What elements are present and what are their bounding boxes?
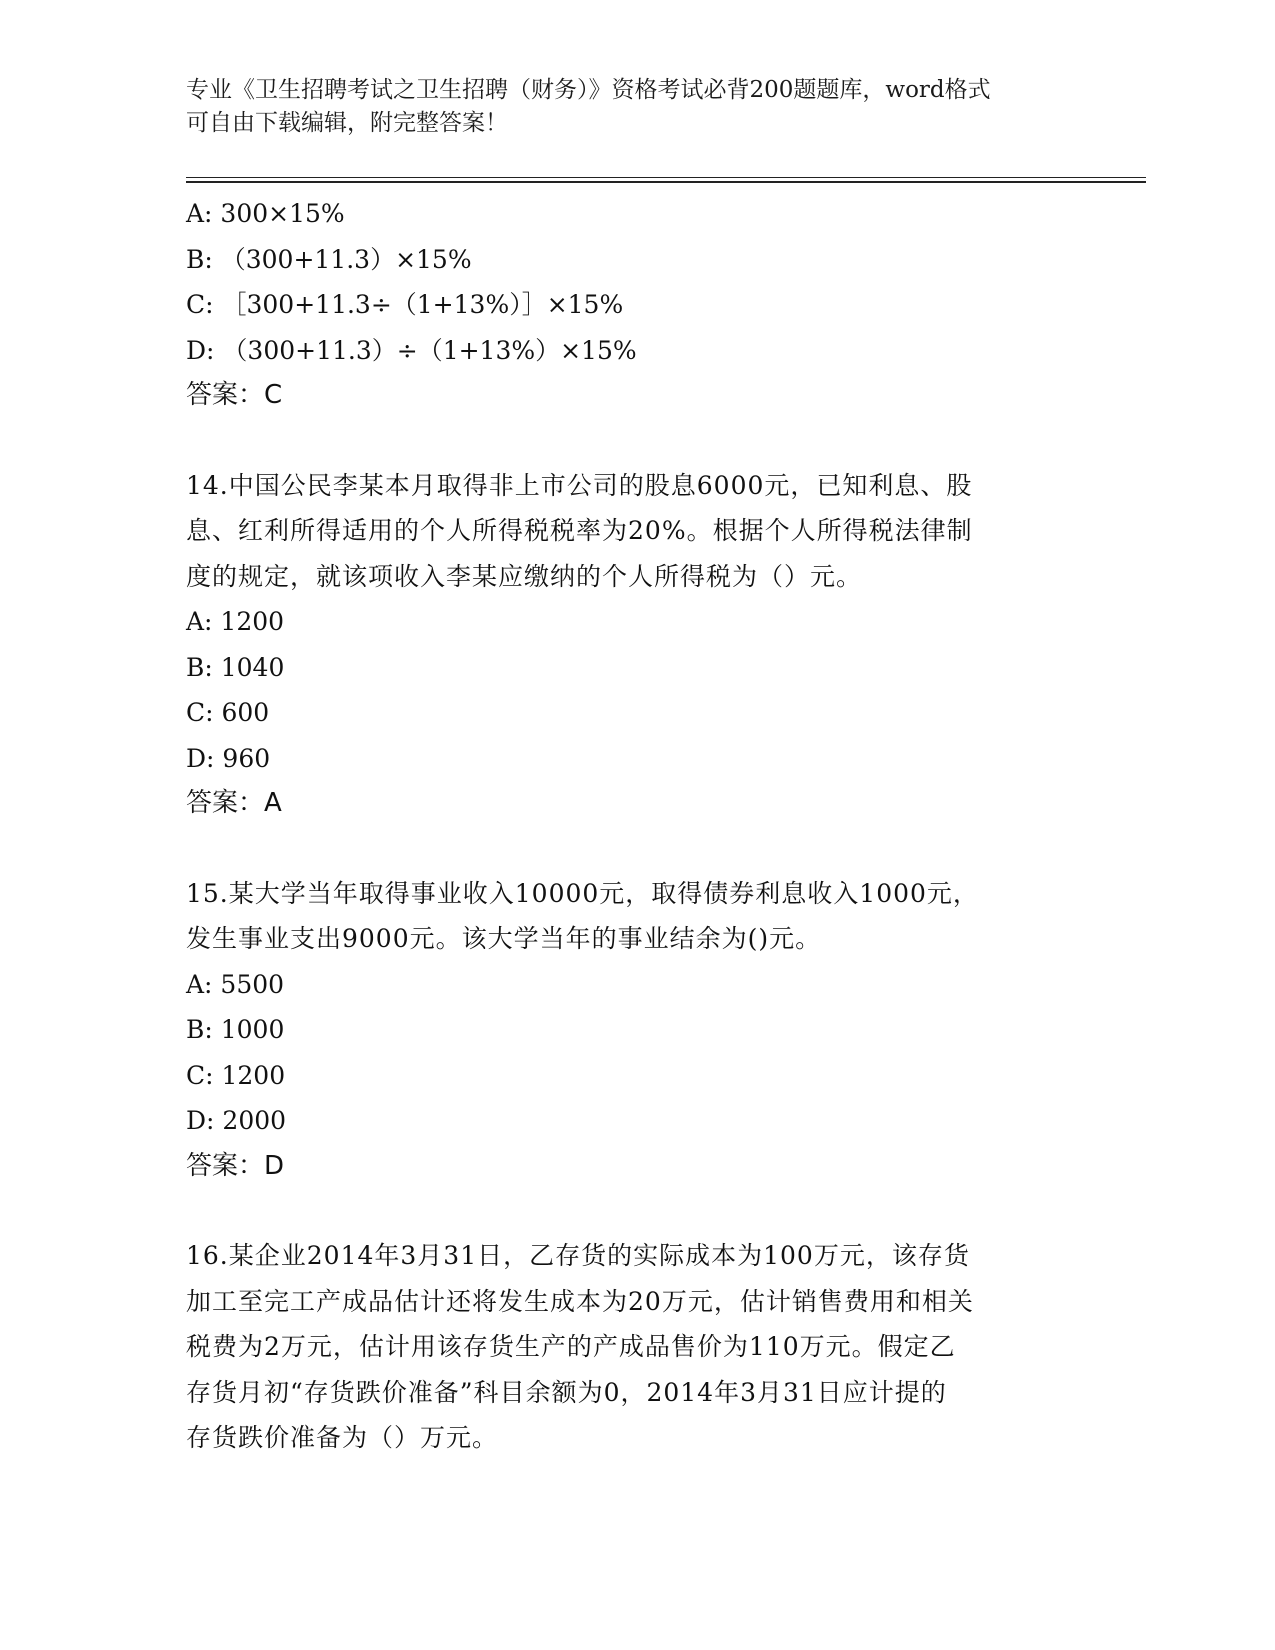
option-d: D: 960 xyxy=(186,743,271,773)
header-rule-thin xyxy=(186,177,1146,178)
option-b: B: 1000 xyxy=(186,1015,285,1044)
question-13 xyxy=(186,191,1066,419)
answer: 答案：C xyxy=(186,380,283,410)
question-list xyxy=(186,191,1066,1461)
question-stem-line: 存货月初“存货跌价准备”科目余额为0，2014年3月31日应计提的 xyxy=(186,1377,947,1407)
answer: 答案：A xyxy=(186,788,282,818)
question-stem-line: 加工至完工产成品估计还将发生成本为20万元，估计销售费用和相关 xyxy=(186,1286,974,1316)
option-c: C: ［300+11.3÷（1+13%）］×15% xyxy=(186,290,624,319)
option-a: A: 5500 xyxy=(186,969,285,999)
question-14 xyxy=(186,463,1066,827)
option-c: C: 1200 xyxy=(186,1060,286,1090)
question-stem-line: 息、红利所得适用的个人所得税税率为20%。根据个人所得税法律制 xyxy=(186,516,973,545)
question-15 xyxy=(186,871,1066,1190)
option-c: C: 600 xyxy=(186,698,270,727)
question-16 xyxy=(186,1233,1066,1461)
question-stem-line: 14.中国公民李某本月取得非上市公司的股息6000元，已知利息、股 xyxy=(186,470,973,500)
option-b: B: （300+11.3）×15% xyxy=(186,244,472,274)
question-stem-line: 15.某大学当年取得事业收入10000元，取得债券利息收入1000元， xyxy=(186,878,979,908)
option-d: D: 2000 xyxy=(186,1106,287,1135)
option-a: A: 1200 xyxy=(186,607,285,636)
header-rule-thick xyxy=(186,181,1146,183)
header-line-2: 可自由下载编辑，附完整答案！ xyxy=(186,110,508,136)
answer: 答案：D xyxy=(186,1150,285,1181)
question-stem-line: 税费为2万元，估计用该存货生产的产成品售价为110万元。假定乙 xyxy=(186,1332,956,1361)
option-a: A: 300×15% xyxy=(186,199,345,228)
document-header xyxy=(186,74,1066,140)
option-d: D: （300+11.3）÷（1+13%）×15% xyxy=(186,335,637,365)
question-stem-line: 存货跌价准备为（）万元。 xyxy=(186,1423,499,1452)
option-b: B: 1040 xyxy=(186,652,285,682)
question-stem-line: 16.某企业2014年3月31日，乙存货的实际成本为100万元，该存货 xyxy=(186,1241,970,1270)
question-stem-line: 发生事业支出9000元。该大学当年的事业结余为()元。 xyxy=(186,924,822,953)
header-line-1: 专业《卫生招聘考试之卫生招聘（财务）》资格考试必背200题题库，word格式 xyxy=(186,77,991,103)
question-stem-line: 度的规定，就该项收入李某应缴纳的个人所得税为（）元。 xyxy=(186,561,863,591)
